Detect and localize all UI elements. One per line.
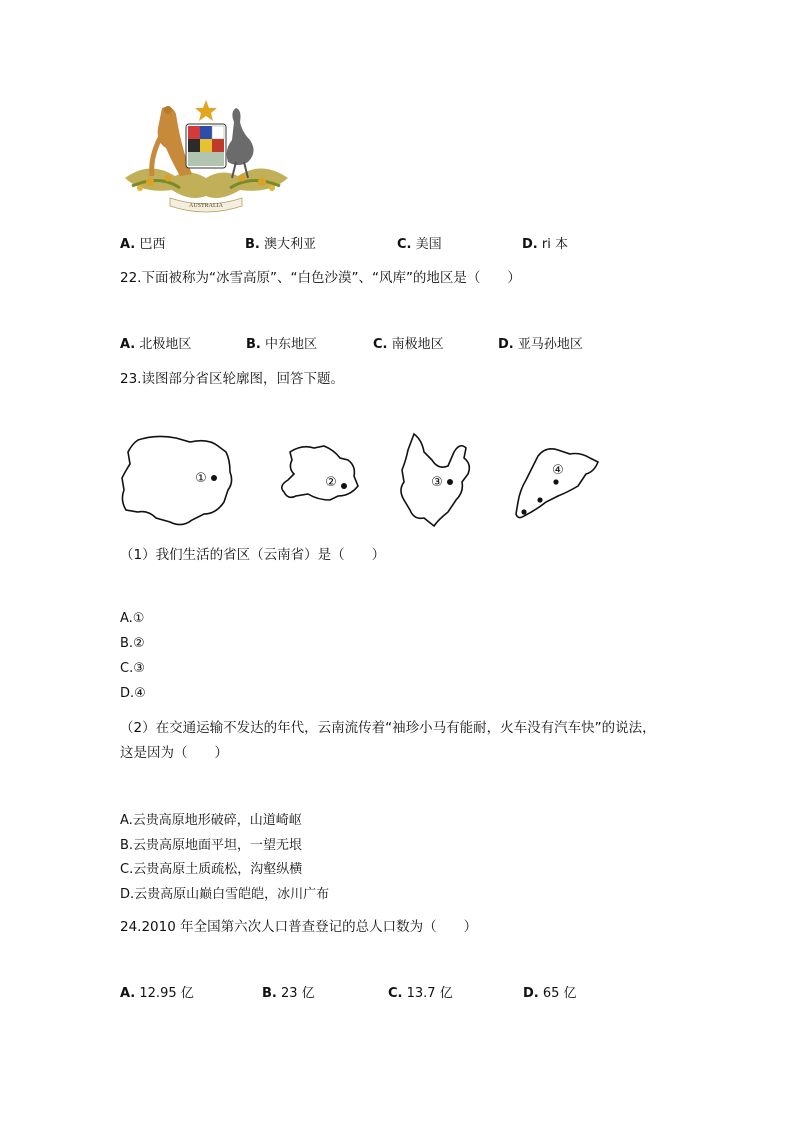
australia-coat-of-arms-image [120,98,292,218]
province-outline-4 [516,449,598,518]
map-label-1: ① [195,471,207,486]
q22-stem: 22.下面被称为“冰雪高原”、“白色沙漠”、“风库”的地区是（ ） [120,270,521,286]
emblem-scroll-label: AUSTRALIA [189,203,223,209]
province-outline-1 [122,436,232,524]
q24-option-b[interactable]: B. 23 亿 [262,986,315,1001]
map-label-4: ④ [552,463,564,478]
map-label-2: ② [325,475,337,490]
q21-option-a[interactable]: A. 巴西 [120,237,166,252]
q23-sub1-option-a[interactable]: A.① [120,611,145,626]
q23-sub1-stem: （1）我们生活的省区（云南省）是（ ） [120,547,386,563]
q23-sub1-option-d[interactable]: D.④ [120,686,146,701]
q21-option-c[interactable]: C. 美国 [397,237,442,252]
q23-sub1-option-b[interactable]: B.② [120,636,145,651]
q22-option-d[interactable]: D. 亚马孙地区 [498,337,583,352]
q24-option-d[interactable]: D. 65 亿 [523,986,577,1001]
q23-sub2-option-a[interactable]: A.云贵高原地形破碎，山道崎岖 [120,813,302,828]
q22-option-b[interactable]: B. 中东地区 [246,337,318,352]
q21-option-d[interactable]: D. ri 本 [522,237,568,252]
province-outline-2 [282,446,358,500]
q23-sub2-option-b[interactable]: B.云贵高原地面平坦，一望无垠 [120,838,303,853]
q23-sub1-option-c[interactable]: C.③ [120,661,145,676]
q24-stem: 24.2010 年全国第六次人口普查登记的总人口数为（ ） [120,919,478,935]
province-outline-map [118,430,608,532]
q23-sub2-option-c[interactable]: C.云贵高原土质疏松，沟壑纵横 [120,862,303,877]
q23-sub2-stem-line2: 这是因为（ ） [120,745,228,761]
map-label-3: ③ [431,475,443,490]
q24-option-a[interactable]: A. 12.95 亿 [120,986,194,1001]
q21-option-b[interactable]: B. 澳大利亚 [245,237,317,252]
q22-option-c[interactable]: C. 南极地区 [373,337,444,352]
q22-option-a[interactable]: A. 北极地区 [120,337,192,352]
q23-stem: 23.读图部分省区轮廓图，回答下题。 [120,371,344,387]
q23-sub2-option-d[interactable]: D.云贵高原山巅白雪皑皑，冰川广布 [120,887,330,902]
q24-option-c[interactable]: C. 13.7 亿 [388,986,453,1001]
q23-sub2-stem-line1: （2）在交通运输不发达的年代，云南流传着“袖珍小马有能耐，火车没有汽车快”的说法， [120,720,656,736]
province-outline-3 [401,434,469,526]
